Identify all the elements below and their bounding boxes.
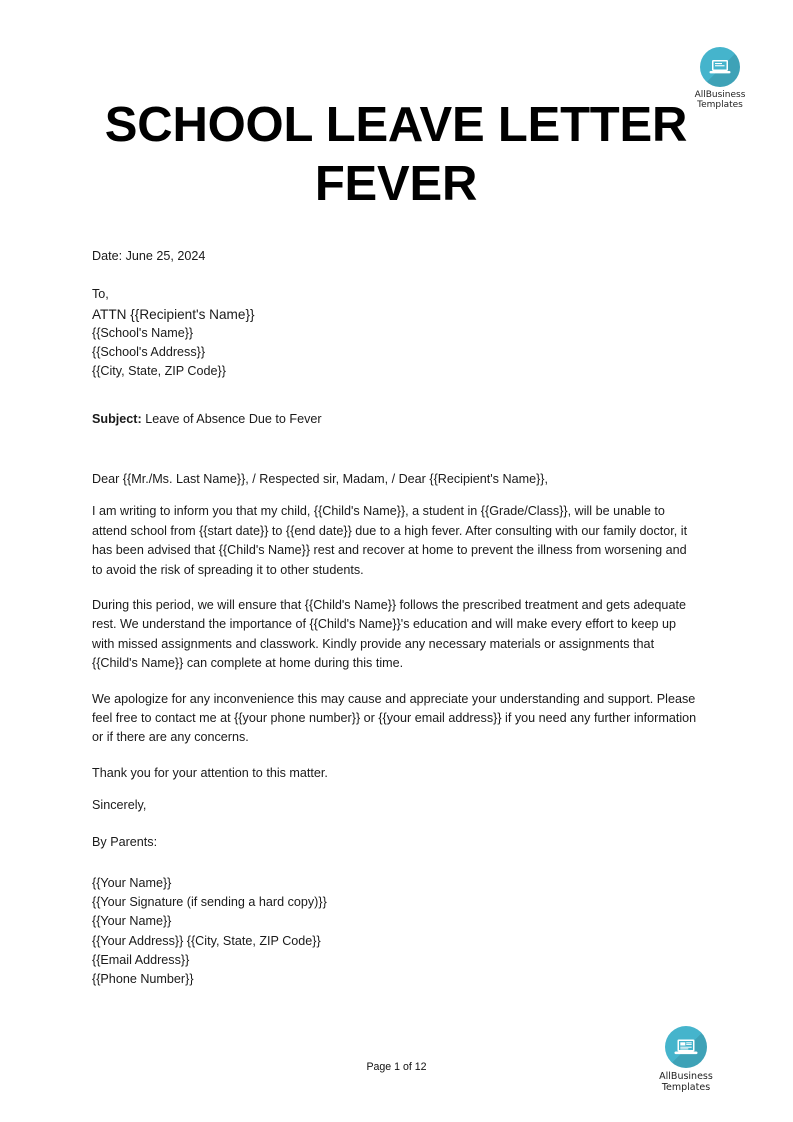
subject-label: Subject: bbox=[92, 411, 142, 426]
title-line-1: SCHOOL LEAVE LETTER bbox=[104, 98, 688, 152]
recipient-to: To, bbox=[92, 287, 109, 302]
recipient-attn: ATTN {{Recipient's Name}} bbox=[92, 306, 255, 322]
subject-line bbox=[92, 410, 698, 429]
subject-value: Leave of Absence Due to Fever bbox=[145, 411, 322, 426]
body-paragraph-1: I am writing to inform you that my child, {{Child's Name}}, a student in {{Grade/Class}}, will be unable to attend school from {{start date}} to {{end date}} due to a high fever. After consulting with our family doctor, it has been advised that {{Child's Name}} rest and recover at home to prevent the illness from worsening and to avoid the risk of spreading it to other students. bbox=[92, 504, 688, 577]
closing-salutation: Sincerely, bbox=[92, 798, 147, 813]
salutation: Dear {{Mr./Ms. Last Name}}, / Respected sir, Madam, / Dear {{Recipient's Name}}, bbox=[92, 472, 548, 487]
recipient-school-name: {{School's Name}} bbox=[92, 325, 194, 340]
title-line-2: FEVER bbox=[314, 157, 478, 211]
signature-line-4: {{Your Address}} {{City, State, ZIP Code}} bbox=[92, 933, 321, 948]
brand-name-line2: Templates bbox=[661, 1082, 711, 1093]
date-line: Date: June 25, 2024 bbox=[92, 249, 206, 263]
recipient-city-state-zip: {{City, State, ZIP Code}} bbox=[92, 364, 226, 379]
brand-logo-bottom bbox=[643, 1026, 729, 1093]
laptop-icon bbox=[700, 47, 740, 87]
signature-line-5: {{Email Address}} bbox=[92, 953, 190, 968]
body-paragraph-3: We apologize for any inconvenience this may cause and appreciate your understanding and support. Please feel free to contact me at {{your phone number}} or {{your email address}} if you need any further information or if there are any concerns. bbox=[92, 691, 697, 745]
brand-name-line1: AllBusiness bbox=[694, 90, 746, 100]
signature-block bbox=[92, 874, 698, 990]
signature-line-1: {{Your Name}} bbox=[92, 875, 172, 890]
body-paragraph-2: During this period, we will ensure that {{Child's Name}} follows the prescribed treatment and gets adequate rest. We understand the importance of {{Child's Name}}'s education and will make every effort to keep up with missed assignments and classwork. Kindly provide any necessary materials or assignments that {{Child's Name}} can complete at home during this time. bbox=[92, 598, 686, 671]
by-parents-label: By Parents: bbox=[92, 834, 158, 849]
laptop-icon bbox=[665, 1026, 707, 1068]
recipient-block bbox=[92, 285, 698, 381]
signature-line-3: {{Your Name}} bbox=[92, 914, 172, 929]
signature-line-2: {{Your Signature (if sending a hard copy)}} bbox=[92, 895, 327, 910]
brand-name-line2: Templates bbox=[697, 100, 743, 110]
signature-line-6: {{Phone Number}} bbox=[92, 972, 194, 987]
body-paragraph-4: Thank you for your attention to this matter. bbox=[92, 765, 328, 780]
recipient-school-address: {{School's Address}} bbox=[92, 345, 206, 360]
page-title bbox=[96, 96, 696, 214]
brand-logo-text bbox=[643, 1071, 729, 1093]
page-indicator: Page 1 of 12 bbox=[366, 1061, 427, 1073]
brand-name-line1: AllBusiness bbox=[659, 1071, 713, 1082]
letter-body bbox=[92, 247, 698, 990]
